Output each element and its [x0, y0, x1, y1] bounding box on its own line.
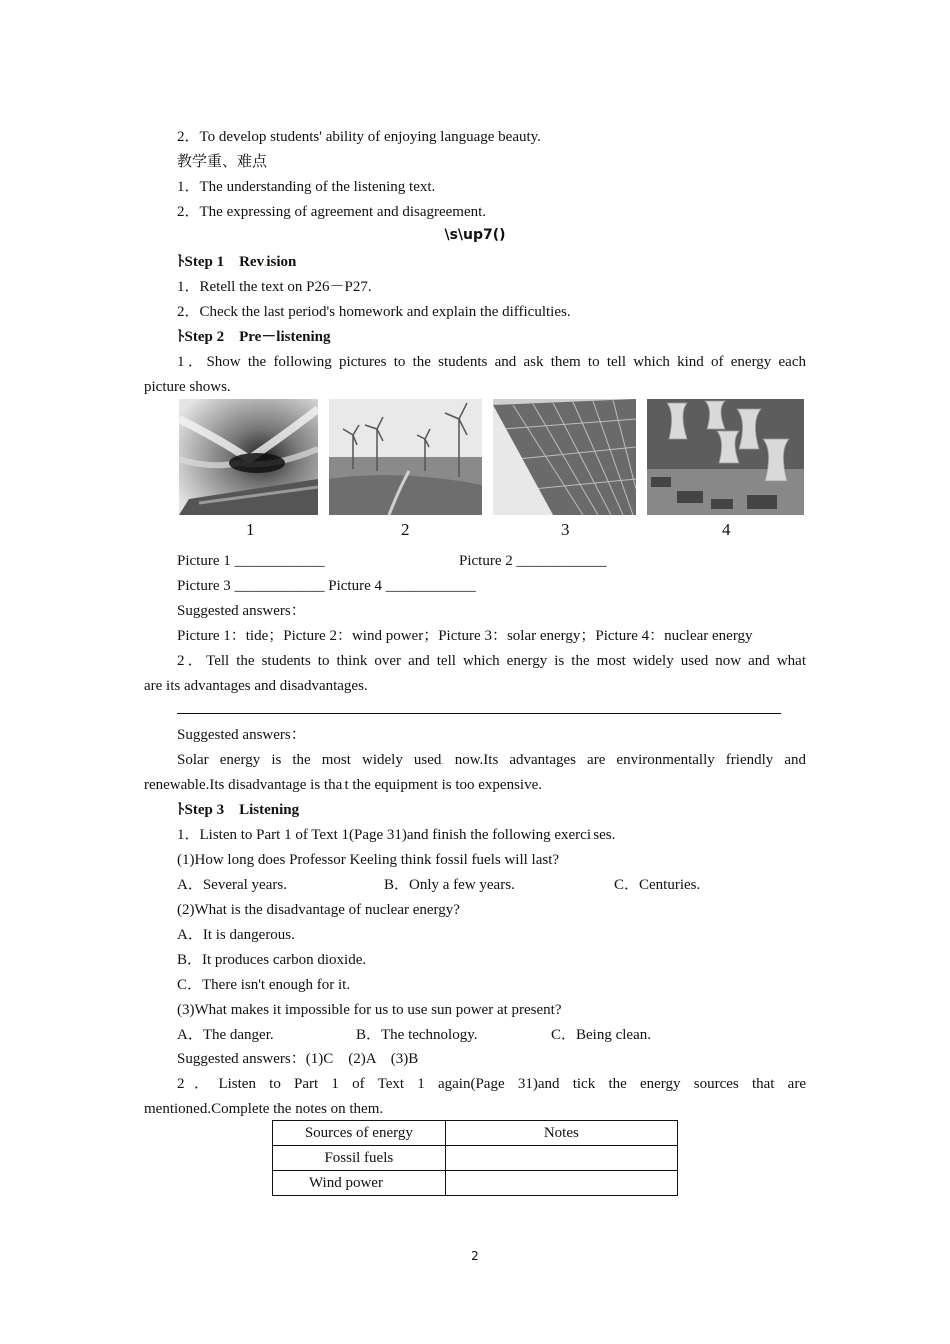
q3-option-a: A．The danger.: [177, 1027, 274, 1043]
picture-number-2: 2: [401, 520, 410, 539]
step-marker-glyph: ﾄ: [177, 802, 185, 818]
suggested-answers-label-2: Suggested answers：: [177, 727, 306, 743]
step1-heading: [177, 252, 296, 273]
table-header-cell: Sources of energy: [273, 1121, 446, 1146]
step1-item-1: 1．Retell the text on P26－P27.: [177, 279, 372, 295]
wind-turbines-photo-icon: [329, 399, 482, 515]
picture-number-4: 4: [722, 520, 731, 539]
q2-option-c: C．There isn't enough for it.: [177, 977, 351, 993]
table-cell: Wind power: [273, 1171, 446, 1196]
step3-title: Step 3 Listening: [184, 802, 300, 818]
step3-q1-part-b: ses.: [593, 827, 616, 843]
step-marker-glyph: ﾄ: [177, 254, 185, 270]
blank-picture-2: Picture 2 ____________: [459, 553, 607, 569]
table-header-cell: Notes: [445, 1121, 677, 1146]
solar-panels-photo-icon: [493, 399, 636, 515]
q3-option-b: B．The technology.: [356, 1027, 478, 1043]
blank-picture-3-4: Picture 3 ____________ Picture 4 ____________: [177, 578, 476, 594]
solar-answer-part-a: Solar energy is the most widely used: [177, 752, 442, 768]
question-3: (3)What makes it impossible for us to use sun power at present?: [177, 1002, 562, 1018]
blank-picture-1: Picture 1 ____________: [177, 553, 325, 569]
step1-title-b: ision: [266, 254, 297, 270]
edit-mark: .: [264, 258, 267, 268]
q2-option-b: B．It produces carbon dioxide.: [177, 952, 367, 968]
tide-photo-icon: [179, 399, 318, 515]
solar-answer-part-d: t the equipment is too expensive.: [344, 777, 542, 793]
step2-q1-line2: picture shows.: [144, 379, 231, 395]
table-cell[interactable]: [445, 1146, 677, 1171]
edit-mark: .: [342, 781, 345, 791]
nuclear-plant-photo-icon: [647, 399, 804, 515]
step3-q1: [177, 825, 615, 846]
q1-option-c: C．Centuries.: [614, 877, 701, 893]
solar-answer-part-b: now.Its advantages are environmentally friendly and: [443, 752, 806, 768]
table-cell: Fossil fuels: [273, 1146, 446, 1171]
suggested-answers-label: Suggested answers：: [177, 603, 306, 619]
step2-q2-line1: 2．Tell the students to think over and tell which energy is the most widely used now and what: [177, 653, 806, 669]
step2-q1-line1: 1．Show the following pictures to the students and ask them to tell which kind of energy each: [177, 354, 806, 370]
edit-mark: .: [441, 756, 444, 766]
key-point-1: 1．The understanding of the listening text.: [177, 179, 436, 195]
objective-item-2: 2．To develop students' ability of enjoying language beauty.: [177, 129, 541, 145]
solar-answer-line2: [144, 775, 542, 796]
step1-title-a: Step 1 Rev: [184, 254, 265, 270]
table-row: [273, 1146, 678, 1171]
page-number: 2: [471, 1249, 479, 1263]
q1-option-b: B．Only a few years.: [384, 877, 515, 893]
answer-rule-line: [177, 713, 781, 714]
question-1: (1)How long does Professor Keeling think fossil fuels will last?: [177, 852, 560, 868]
q3-option-c: C．Being clean.: [551, 1027, 651, 1043]
step3-q1-part-a: 1．Listen to Part 1 of Text 1(Page 31)and finish the following exerci: [177, 827, 592, 843]
step2-heading: [177, 327, 331, 347]
field-code-heading: \s\up7(): [444, 227, 506, 243]
step3-q2-line2: mentioned.Complete the notes on them.: [144, 1101, 384, 1117]
energy-sources-table: [272, 1120, 678, 1196]
edit-mark: .: [591, 831, 594, 841]
table-row: [273, 1171, 678, 1196]
step1-item-2: 2．Check the last period's homework and explain the difficulties.: [177, 304, 571, 320]
step-marker-glyph: ﾄ: [177, 329, 185, 345]
step3-answers: Suggested answers：(1)C (2)A (3)B: [177, 1051, 419, 1067]
key-points-heading: 教学重、难点: [177, 154, 268, 170]
step3-heading: [177, 800, 299, 820]
q2-option-a: A．It is dangerous.: [177, 927, 295, 943]
picture-number-1: 1: [246, 520, 255, 539]
picture-number-3: 3: [561, 520, 570, 539]
step2-q2-line2: are its advantages and disadvantages.: [144, 678, 368, 694]
table-cell[interactable]: [445, 1171, 677, 1196]
solar-answer-part-c: renewable.Its disadvantage is tha: [144, 777, 343, 793]
q1-option-a: A．Several years.: [177, 877, 287, 893]
step3-q2-line1: 2．Listen to Part 1 of Text 1 again(Page 31)and tick the energy sources that are: [177, 1076, 806, 1092]
solar-answer-line1: [177, 750, 806, 771]
question-2: (2)What is the disadvantage of nuclear energy?: [177, 902, 460, 918]
picture-answers: Picture 1：tide；Picture 2：wind power；Picture 3：solar energy；Picture 4：nuclear energy: [177, 628, 753, 644]
step2-title: Step 2 Pre－listening: [184, 329, 331, 345]
key-point-2: 2．The expressing of agreement and disagreement.: [177, 204, 487, 220]
table-header-row: [273, 1121, 678, 1146]
